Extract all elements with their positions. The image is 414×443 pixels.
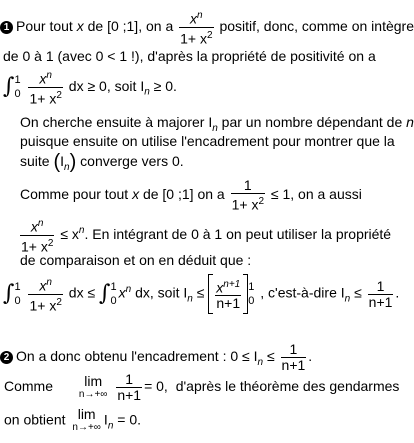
integral-sign: ∫ xyxy=(3,281,15,306)
p3-line4 xyxy=(3,274,399,314)
p4-line3 xyxy=(4,408,141,435)
p3-line2 xyxy=(18,216,391,254)
text: positif, donc, comme on intègre xyxy=(219,17,414,34)
fraction xyxy=(179,8,213,46)
den: n+1 xyxy=(281,357,306,373)
text: d'après le théorème des gendarmes xyxy=(175,378,400,395)
num: x xyxy=(216,279,224,296)
den: 1+ x xyxy=(231,196,259,213)
exp: 2 xyxy=(56,296,62,308)
interval: [0 ;1] xyxy=(162,186,194,203)
text: Comme pour tout xyxy=(20,186,133,203)
text: On a donc obtenu l'encadrement : 0 ≤ xyxy=(16,348,254,365)
lo: 0 xyxy=(14,88,21,101)
I: I xyxy=(340,284,345,301)
text: dx ≤ xyxy=(68,284,96,301)
fraction xyxy=(231,178,265,213)
text: de xyxy=(83,17,108,34)
text: = 0, xyxy=(144,378,168,395)
step-marker-2: 2 xyxy=(0,351,13,364)
var-x: x xyxy=(76,17,84,34)
num: 1 xyxy=(368,279,394,295)
p1-line1 xyxy=(0,8,414,46)
sub: n xyxy=(187,293,193,305)
num: x xyxy=(30,218,38,235)
integral-sign: ∫ xyxy=(3,74,15,100)
p4-line2 xyxy=(4,372,399,403)
text: suite xyxy=(20,153,50,169)
num: 1 xyxy=(116,372,142,388)
exp: 2 xyxy=(47,237,54,249)
p2-line2 xyxy=(20,133,395,149)
fraction xyxy=(368,279,394,310)
text: ≤ xyxy=(263,348,275,365)
exp: n xyxy=(46,70,52,81)
p4-line1 xyxy=(0,342,312,373)
I: I xyxy=(208,114,213,130)
num: x xyxy=(190,10,198,27)
sub: n xyxy=(257,357,264,368)
limits xyxy=(14,73,20,101)
text: . xyxy=(395,284,400,301)
text: on a xyxy=(193,186,225,203)
I: I xyxy=(183,284,188,301)
fraction xyxy=(28,68,62,106)
limit xyxy=(72,408,101,434)
num: x xyxy=(39,70,47,87)
step-marker-1: 1 xyxy=(0,21,13,34)
p1-line2 xyxy=(3,48,376,64)
text: soit xyxy=(114,77,137,94)
lo: 0 xyxy=(248,295,255,307)
exp: 2 xyxy=(206,29,213,41)
exp: n xyxy=(78,225,85,237)
exp: 2 xyxy=(56,89,62,101)
exp: n xyxy=(197,10,203,21)
sub: n xyxy=(344,293,351,305)
limits xyxy=(111,280,117,308)
lim: lim xyxy=(77,406,96,422)
fraction xyxy=(281,342,307,373)
fraction xyxy=(215,277,241,312)
sub: n xyxy=(107,420,114,432)
lo: 0 xyxy=(14,295,21,307)
text: dx ≥ 0, xyxy=(68,77,111,94)
lim: lim xyxy=(84,372,103,389)
num: 1 xyxy=(281,342,307,358)
paren: ) xyxy=(69,151,77,174)
text: Pour tout xyxy=(16,17,77,34)
text: de xyxy=(139,186,163,203)
limits xyxy=(248,280,254,308)
integral-sign: ∫ xyxy=(99,281,111,306)
text: Comme xyxy=(4,378,54,395)
lo: 0 xyxy=(110,295,117,307)
limits xyxy=(14,280,20,308)
hi: 1 xyxy=(110,281,117,293)
exp: n xyxy=(46,276,52,288)
text: soit xyxy=(157,284,180,301)
num: 1 xyxy=(231,178,265,194)
text: ≤ 1, xyxy=(270,186,295,203)
lim-sub: n→+∞ xyxy=(72,422,101,433)
var-x: x xyxy=(132,186,140,203)
bracket-left xyxy=(208,274,213,314)
p3-line1 xyxy=(20,178,362,213)
var-n: n xyxy=(406,114,414,130)
limit xyxy=(78,372,108,401)
I: I xyxy=(60,153,65,169)
text: de comparaison et on en déduit que : xyxy=(20,252,252,268)
lim-sub: n→+∞ xyxy=(78,388,108,400)
den: 1+ x xyxy=(29,90,57,107)
den: n+1 xyxy=(216,295,241,312)
p2-line3 xyxy=(20,153,184,176)
exp: n+1 xyxy=(223,278,241,290)
var-x: x xyxy=(118,284,126,301)
sub: n xyxy=(212,122,218,134)
hi: 1 xyxy=(248,281,255,293)
text: on a aussi xyxy=(294,186,362,203)
text: converge vers 0. xyxy=(80,153,184,169)
text: puisque ensuite on utilise l'encadrement pour montrer que la xyxy=(20,133,395,149)
hi: 1 xyxy=(14,74,21,87)
text: , c'est-à-dire xyxy=(260,284,337,301)
interval: [0 ;1] xyxy=(107,17,139,34)
text: de 0 à 1 (avec 0 < 1 !), d'après la propriété de positivité on a xyxy=(3,48,376,64)
text: . En intégrant de 0 à 1 on peut utiliser la propriété xyxy=(84,225,392,242)
sub: n xyxy=(144,86,150,98)
text: = 0. xyxy=(113,411,142,428)
den: n+1 xyxy=(117,387,142,403)
den: 1+ x xyxy=(180,30,207,47)
p1-line3 xyxy=(3,68,177,106)
text: ≥ 0. xyxy=(149,77,177,94)
num: x xyxy=(39,277,47,294)
text: on obtient xyxy=(4,411,66,428)
text: , on a xyxy=(138,17,174,34)
den: 1+ x xyxy=(29,297,57,314)
sub: n xyxy=(64,161,70,173)
I: I xyxy=(253,348,258,365)
I: I xyxy=(103,411,108,428)
fraction xyxy=(28,275,62,313)
exp: 2 xyxy=(258,196,265,207)
p3-line3 xyxy=(20,252,251,268)
I: I xyxy=(140,77,145,94)
text: ≤ xyxy=(350,284,362,301)
den: 1+ x xyxy=(21,238,48,255)
exp: n xyxy=(37,218,44,229)
text: ≤ xyxy=(192,284,205,301)
den: n+1 xyxy=(368,293,393,310)
fraction xyxy=(116,372,142,403)
text: ≤ x xyxy=(60,225,79,242)
text: par un nombre dépendant de xyxy=(217,114,407,130)
text: dx, xyxy=(135,284,154,301)
fraction xyxy=(20,216,54,254)
text: On cherche ensuite à majorer xyxy=(20,114,209,130)
text: . xyxy=(308,348,313,365)
exp: n xyxy=(125,284,132,296)
hi: 1 xyxy=(14,281,21,293)
paren: ( xyxy=(53,151,61,174)
